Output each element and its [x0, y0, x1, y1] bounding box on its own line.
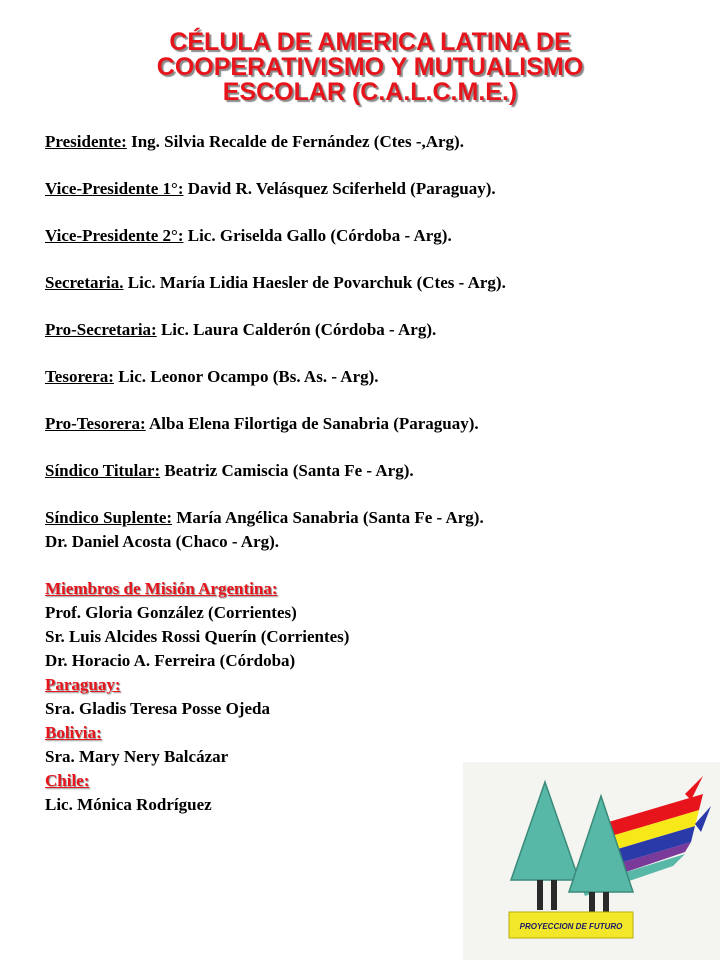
- mission-member: Dr. Horacio A. Ferreira (Córdoba): [45, 651, 296, 670]
- role-holder: Lic. María Lidia Haesler de Povarchuk (Ctes - Arg).: [123, 273, 506, 292]
- document-title: [60, 30, 680, 105]
- logo-trunk-left-2: [551, 880, 557, 910]
- role-holder: Beatriz Camiscia (Santa Fe - Arg).: [160, 461, 414, 480]
- role-holder: David R. Velásquez Sciferheld (Paraguay).: [183, 179, 496, 198]
- role-holder: Lic. Laura Calderón (Córdoba - Arg).: [156, 320, 437, 339]
- role-holder: María Angélica Sanabria (Santa Fe - Arg).: [172, 508, 484, 527]
- role-label: Secretaria.: [45, 273, 124, 292]
- logo-tree-left: [511, 782, 579, 880]
- role-line: [45, 224, 685, 248]
- role-line: [45, 318, 685, 342]
- role-label: Síndico Suplente:: [45, 508, 173, 527]
- role-holder: Alba Elena Filortiga de Sanabria (Paraguay).: [145, 414, 479, 433]
- role-line: [45, 177, 685, 201]
- role-label: Pro-Secretaria:: [45, 320, 157, 339]
- mission-heading-argentina: Miembros de Misión Argentina:: [45, 579, 278, 598]
- mission-member: Prof. Gloria González (Corrientes): [45, 603, 297, 622]
- logo-graphic: [463, 762, 720, 960]
- mission-member: Sra. Gladis Teresa Posse Ojeda: [45, 699, 270, 718]
- role-label: Vice-Presidente 1°:: [45, 179, 184, 198]
- role-line: [45, 365, 685, 389]
- mission-member: Sra. Mary Nery Balcázar: [45, 747, 229, 766]
- mission-member: Sr. Luis Alcides Rossi Querín (Corrientes): [45, 627, 350, 646]
- mission-heading-paraguay: Paraguay:: [45, 675, 121, 694]
- role-label: Síndico Titular:: [45, 461, 161, 480]
- title-line-1: CÉLULA DE AMERICA LATINA DE: [169, 28, 571, 56]
- role-label: Tesorera:: [45, 367, 114, 386]
- role-holder: Lic. Griselda Gallo (Córdoba - Arg).: [183, 226, 452, 245]
- role-label: Presidente:: [45, 132, 127, 151]
- role-label: Pro-Tesorera:: [45, 414, 146, 433]
- logo-trunk-left: [537, 880, 543, 910]
- logo-trunk-right: [589, 892, 595, 914]
- title-line-2: COOPERATIVISMO Y MUTUALISMO: [156, 53, 584, 81]
- role-line: [45, 506, 685, 530]
- role-holder: Lic. Leonor Ocampo (Bs. As. - Arg).: [113, 367, 379, 386]
- board-list: [45, 130, 685, 817]
- mission-heading-chile: Chile:: [45, 771, 90, 790]
- role-line: [45, 271, 685, 295]
- proyeccion-de-futuro-logo: [463, 762, 720, 960]
- role-line-continued: Dr. Daniel Acosta (Chaco - Arg).: [45, 532, 280, 551]
- mission-member: Lic. Mónica Rodríguez: [45, 795, 212, 814]
- role-label: Vice-Presidente 2°:: [45, 226, 184, 245]
- role-holder: Ing. Silvia Recalde de Fernández (Ctes -,Arg).: [126, 132, 464, 151]
- mission-heading-bolivia: Bolivia:: [45, 723, 102, 742]
- logo-banner-text: PROYECCION DE FUTURO: [519, 922, 623, 931]
- logo-trunk-right-2: [603, 892, 609, 914]
- role-line: [45, 130, 685, 154]
- role-line: [45, 412, 685, 436]
- role-line: [45, 459, 685, 483]
- title-line-3: ESCOLAR (C.A.L.C.M.E.): [222, 78, 518, 106]
